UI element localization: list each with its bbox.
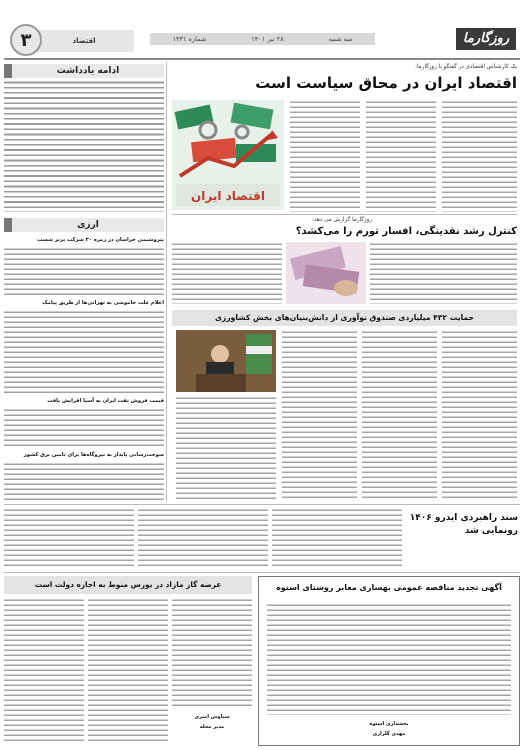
- side-box-title: سند راهبردی ایدرو ۱۴۰۶ رونمایی شد: [409, 513, 518, 536]
- row-body-3: [272, 508, 402, 568]
- section-tab: اقتصاد: [34, 30, 134, 52]
- weekday: سه شنبه: [328, 35, 353, 43]
- date: ۲۸ تیر ۱۴۰۱: [251, 35, 284, 43]
- agri-body-2: [282, 330, 357, 500]
- notes-title: ادامه یادداشت: [4, 64, 164, 78]
- agri-title: حمایت ۴۳۲ میلیاردی صندوق نوآوری از دانش‌بنیان‌های بخش کشاورزی: [172, 310, 517, 326]
- newspaper-logo: روزگارما: [456, 28, 516, 50]
- left-item-2-body: [4, 310, 164, 394]
- gas-body-3: [172, 598, 252, 708]
- lead-divider: [172, 214, 517, 215]
- economy-illustration: [172, 100, 284, 210]
- left-item-1-title: پتروشیمی خراسان در زمره ۳۰ شرکت برتر شست: [37, 237, 164, 243]
- ad-title: آگهی تجدید مناقصه عمومی بهسازی معابر روستای استوه: [276, 583, 502, 592]
- ad-body: [267, 603, 511, 715]
- inflation-kicker: روزگارما گزارش می دهد:: [312, 217, 372, 223]
- masthead: [0, 0, 524, 58]
- lead-body-3: [442, 100, 517, 212]
- row-body-1: [4, 508, 134, 568]
- issue-number: شماره ۱۴۳۱: [172, 35, 207, 43]
- date-strip: [150, 33, 375, 45]
- agri-body-3: [362, 330, 437, 500]
- currency-title: ارزی: [4, 218, 164, 232]
- inflation-title: کنترل رشد نقدینگی، افسار تورم را می‌کشد؟: [295, 226, 517, 237]
- agri-body-4: [442, 330, 517, 500]
- left-item-4-title: سوخت‌رسانی پایدار به نیروگاه‌ها برای تامین برق کشور: [23, 452, 164, 458]
- middle-divider: [4, 504, 520, 505]
- header-rule: [4, 58, 520, 60]
- left-item-1-body: [4, 247, 164, 295]
- inflation-body-right: [370, 242, 517, 304]
- lead-image-caption: اقتصاد ایران: [191, 189, 265, 203]
- ad-signature-1: بخشداری استوه: [369, 721, 409, 727]
- gas-title: عرضه گاز مازاد در بورس منوط به اجازه دولت است: [4, 576, 252, 594]
- bottom-divider: [4, 572, 520, 573]
- inflation-image: [286, 242, 366, 304]
- agri-body-under-image: [176, 396, 276, 500]
- ad-box: [258, 576, 520, 746]
- row-body-2: [138, 508, 268, 568]
- lead-body-2: [366, 100, 436, 212]
- left-column: [4, 62, 164, 502]
- lead-title: اقتصاد ایران در محاق سیاست است: [255, 74, 517, 92]
- page-number: ۳: [10, 24, 42, 56]
- left-item-2-title: اعلام علت خاموشی به تهرانی‌ها از طریق پیامک: [42, 300, 164, 306]
- left-item-3-body: [4, 408, 164, 446]
- lead-image: [172, 100, 284, 210]
- ad-signature-2: مهدی گلزاری: [372, 731, 406, 737]
- gas-signature-name: سیاوش امیری: [194, 714, 230, 720]
- agri-image: [176, 330, 276, 392]
- left-item-3-title: قیمت فروش نفت ایران به آسیا افزایش یافت: [47, 398, 164, 404]
- gas-body-2: [88, 598, 168, 744]
- inflation-body-left: [172, 242, 282, 304]
- speaker-photo: [176, 330, 276, 392]
- notes-body: [4, 80, 164, 212]
- banknotes-illustration: [286, 242, 366, 304]
- left-item-4-body: [4, 462, 164, 502]
- lead-kicker: یک کارشناس اقتصادی در گفتگو با روزگارما:: [415, 64, 517, 70]
- left-column-divider: [166, 62, 167, 502]
- lead-body-1: [290, 100, 360, 212]
- gas-signature-role: مدیر مجله: [199, 724, 225, 730]
- gas-body-1: [4, 598, 84, 744]
